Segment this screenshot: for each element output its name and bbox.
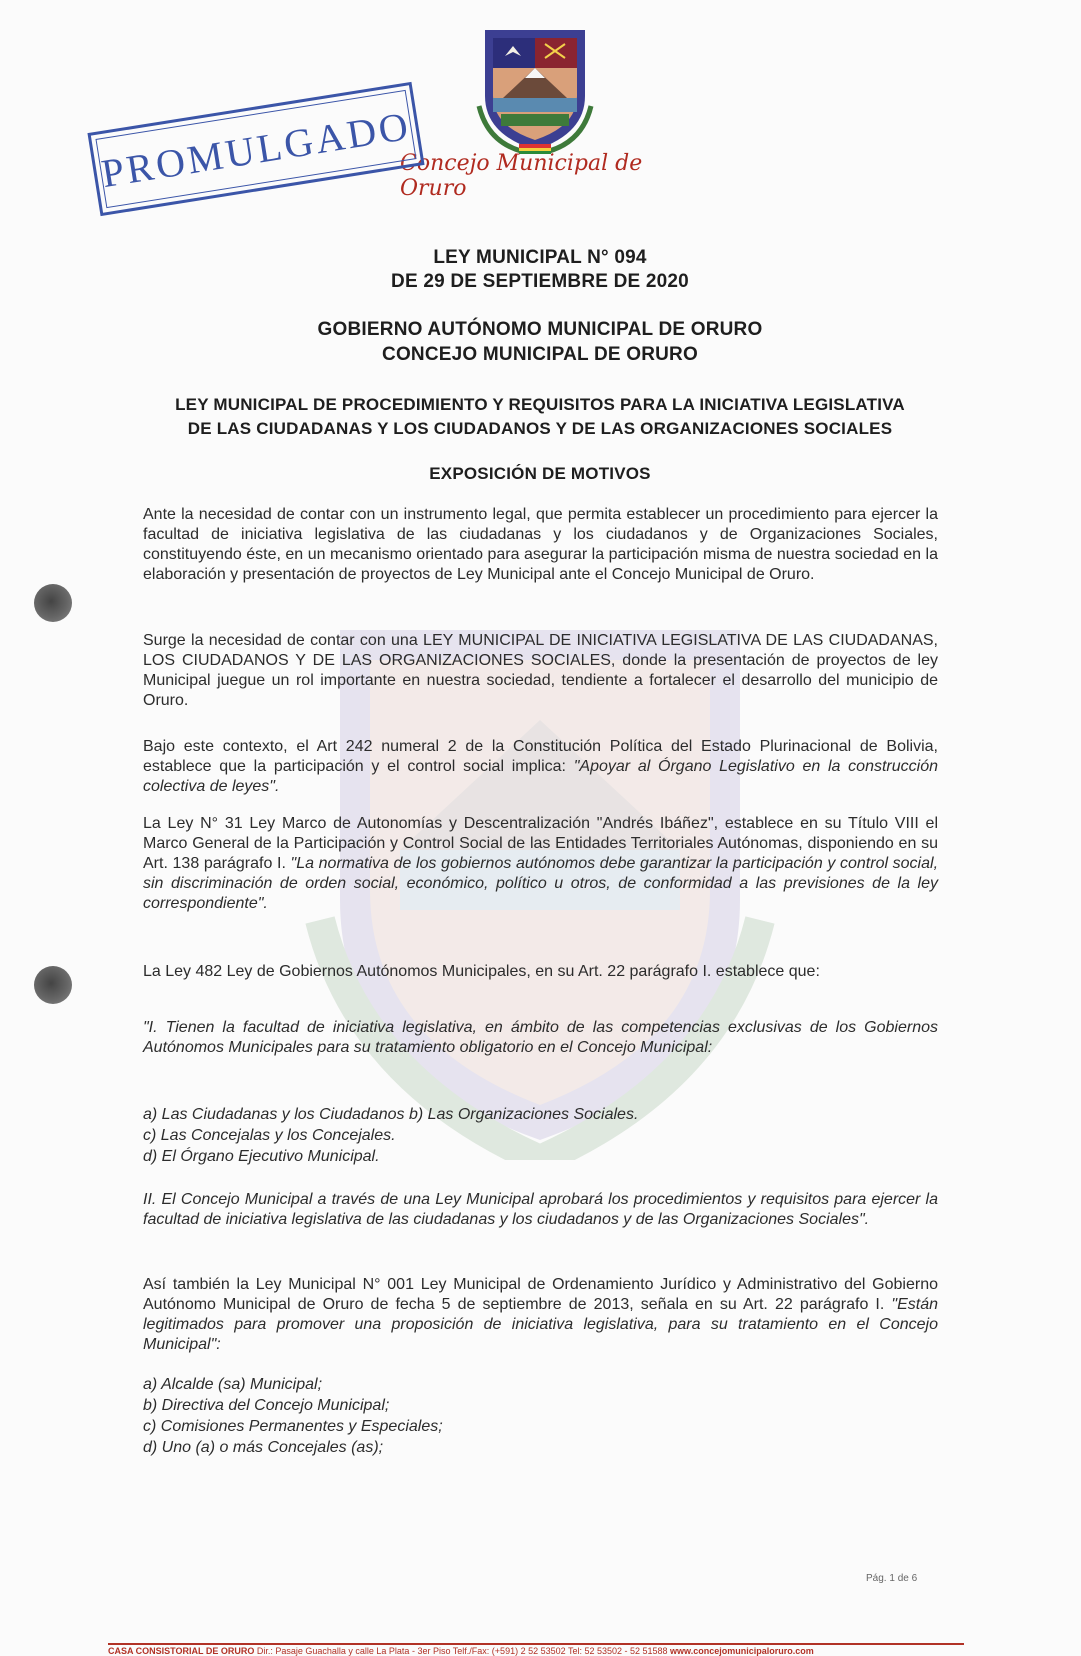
- paragraph-8-text: Así también la Ley Municipal N° 001 Ley Municipal de Ordenamiento Jurídico y Administrativo del Gobierno Autónomo Municipal de Oruro de fecha 5 de septiembre de 2013, señala en su Art. 22 parágrafo I.: [143, 1276, 938, 1313]
- paragraph-3-text: Bajo este contexto, el Art 242 numeral 2 de la Constitución Política del Estado Plurinacional de Bolivia, establece que la participación y el control social implica:: [143, 738, 938, 775]
- promulgado-stamp: [87, 82, 424, 216]
- footer-org: CASA CONSISTORIAL DE ORURO: [108, 1646, 255, 1656]
- paragraph-8-quote: "Están legitimados para promover una proposición de iniciativa legislativa, para su tratamiento en el Concejo Municipal":: [143, 1296, 938, 1353]
- paragraph-4: [143, 814, 938, 914]
- list-item: a) Las Ciudadanas y los Ciudadanos b) Las Organizaciones Sociales.: [143, 1106, 639, 1123]
- punch-hole-top: [34, 584, 72, 622]
- council-name: CONCEJO MUNICIPAL DE ORURO: [382, 344, 698, 365]
- paragraph-6-quote: "I. Tienen la facultad de iniciativa legislativa, en ámbito de las competencias exclusivas de los Gobiernos Autónomos Municipales para su tratamiento obligatorio en el Concejo Municipal:: [143, 1019, 938, 1056]
- paragraph-7-quote: II. El Concejo Municipal a través de una Ley Municipal aprobará los procedimientos y requisitos para ejercer la facultad de iniciativa legislativa de las ciudadanas y los ciudadanos y de las Organizaciones Sociales".: [143, 1191, 938, 1228]
- footer-website: www.concejomunicipaloruro.com: [670, 1646, 814, 1656]
- paragraph-2: Surge la necesidad de contar con una LEY MUNICIPAL DE INICIATIVA LEGISLATIVA DE LAS CIUDADANAS, LOS CIUDADANOS Y DE LAS ORGANIZACIONES SOCIALES, donde la presentación de proyectos de ley Municipal juegue un rol importante en nuestra sociedad, tendiente a fortalecer el desarrollo del municipio de Oruro.: [143, 632, 938, 709]
- section-heading: EXPOSICIÓN DE MOTIVOS: [429, 464, 651, 483]
- list-item: b) Directiva del Concejo Municipal;: [143, 1397, 390, 1414]
- paragraph-3: [143, 737, 938, 797]
- government-name: GOBIERNO AUTÓNOMO MUNICIPAL DE ORURO: [317, 319, 763, 340]
- paragraph-1: Ante la necesidad de contar con un instrumento legal, que permita establecer un procedimiento para ejercer la facultad de iniciativa legislativa de las ciudadanas y los ciudadanos y de Organizaciones Sociales, constituyendo éste, en un mecanismo orientado para asegurar la participación misma de nuestra sociedad en la elaboración y presentación de proyectos de Ley Municipal ante el Concejo Municipal de Oruro.: [143, 506, 938, 583]
- law-date: DE 29 DE SEPTIEMBRE DE 2020: [391, 271, 689, 292]
- list-item: a) Alcalde (sa) Municipal;: [143, 1376, 323, 1393]
- list-item: d) Uno (a) o más Concejales (as);: [143, 1439, 384, 1456]
- stamp-text: PROMULGADO: [98, 102, 414, 196]
- page-number: Pág. 1 de 6: [866, 1573, 918, 1584]
- list-item: c) Comisiones Permanentes y Especiales;: [143, 1418, 443, 1435]
- list-item: d) El Órgano Ejecutivo Municipal.: [143, 1148, 380, 1165]
- footer-divider: [108, 1643, 964, 1645]
- paragraph-3-quote: "Apoyar al Órgano Legislativo en la construcción colectiva de leyes".: [143, 758, 939, 795]
- stamp-border: [95, 90, 416, 208]
- paragraph-4-quote: "La normativa de los gobiernos autónomos debe garantizar la participación y control social, sin discriminación de orden social, económico, político u otros, de conformidad a las previsiones de la ley correspondiente".: [143, 855, 939, 912]
- punch-hole-bottom: [34, 966, 72, 1004]
- paragraph-8: [143, 1275, 938, 1355]
- paragraph-5: La Ley 482 Ley de Gobiernos Autónomos Municipales, en su Art. 22 parágrafo I. establece que:: [143, 963, 820, 980]
- council-signature-script: Concejo Municipal de Oruro: [400, 151, 643, 201]
- paragraph-4-text: La Ley N° 31 Ley Marco de Autonomías y Descentralización "Andrés Ibáñez", establece en su Título VIII el Marco General de la Participación y Control Social de las Entidades Territoriales Autónomas, disponiendo en su Art. 138 parágrafo I.: [143, 815, 938, 872]
- law-title-line-1: LEY MUNICIPAL DE PROCEDIMIENTO Y REQUISITOS PARA LA INICIATIVA LEGISLATIVA: [175, 395, 905, 414]
- law-number: LEY MUNICIPAL N° 094: [433, 247, 647, 268]
- law-title-line-2: DE LAS CIUDADANAS Y LOS CIUDADANOS Y DE LAS ORGANIZACIONES SOCIALES: [187, 419, 893, 438]
- coat-of-arms-icon: [475, 26, 595, 154]
- footer-address: Dir.: Pasaje Guachalla y calle La Plata - 3er Piso Telf./Fax: (+591) 2 52 53502 Tel: 52 53502 - 52 51588: [254, 1646, 671, 1656]
- list-item: c) Las Concejalas y los Concejales.: [143, 1127, 396, 1144]
